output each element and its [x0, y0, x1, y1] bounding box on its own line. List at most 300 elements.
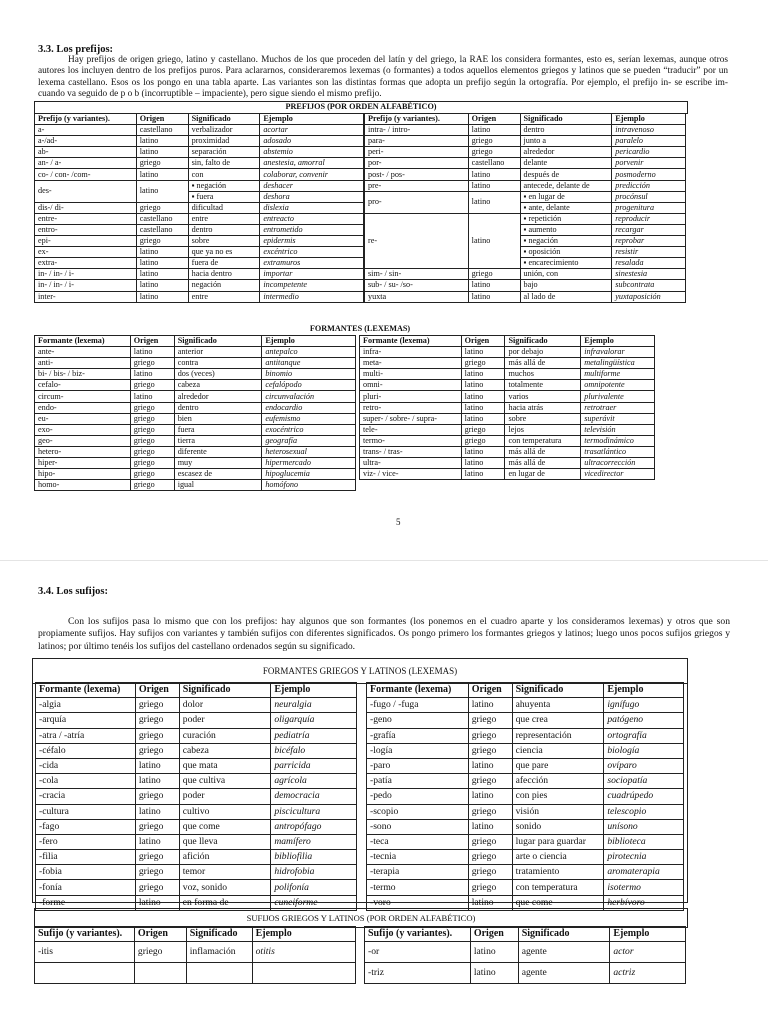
- term-cell: hetero-: [35, 446, 131, 457]
- term-cell: a-/ad-: [35, 136, 137, 147]
- term-cell: -fugo / -fuga: [367, 698, 469, 713]
- example-cell: geografía: [262, 435, 356, 446]
- origin-cell: griego: [468, 713, 512, 728]
- meaning-cell: dificultad: [188, 202, 260, 213]
- table-row: [365, 280, 686, 291]
- term-cell: -filia: [36, 850, 136, 865]
- origin-cell: griego: [135, 789, 179, 804]
- meaning-cell: dolor: [179, 698, 271, 713]
- term-cell: -logía: [367, 743, 469, 758]
- example-cell: subcontrata: [612, 280, 686, 291]
- example-cell: cuneiforme: [271, 895, 357, 910]
- table-row: [367, 698, 684, 713]
- meaning-cell: fuera de: [188, 258, 260, 269]
- term-cell: -forme: [36, 895, 136, 910]
- example-cell: reprobar: [612, 236, 686, 247]
- origin-cell: griego: [468, 865, 512, 880]
- example-cell: superávit: [581, 413, 655, 424]
- table-row: [36, 880, 357, 895]
- column-header-meaning: Significado: [174, 336, 262, 347]
- term-cell: -teca: [367, 834, 469, 849]
- meaning-cell: antecede, delante de: [520, 180, 612, 191]
- formantes-table-title: FORMANTES (LEXEMAS): [309, 324, 411, 333]
- meaning-cell: verbalizador: [188, 125, 260, 136]
- meaning-cell: delante: [520, 158, 612, 169]
- term-cell: entre-: [35, 213, 137, 224]
- term-cell: -triz: [365, 963, 471, 984]
- column-header-term: Sufijo (y variantes).: [35, 927, 135, 942]
- table-row: [36, 819, 357, 834]
- meaning-cell: más allá de: [505, 358, 581, 369]
- example-cell: mamífero: [271, 834, 357, 849]
- table-row: [36, 728, 357, 743]
- example-cell: ortografía: [604, 728, 684, 743]
- meaning-cell: entre: [188, 213, 260, 224]
- example-cell: omnipotente: [581, 380, 655, 391]
- example-cell: multiforme: [581, 369, 655, 380]
- meaning-cell: junto a: [520, 136, 612, 147]
- meaning-cell: en lugar de: [505, 469, 581, 480]
- origin-cell: griego: [135, 850, 179, 865]
- table-row: [360, 469, 655, 480]
- column-header-term: Formante (lexema): [36, 683, 136, 698]
- page-number: 5: [396, 517, 401, 527]
- example-cell: paralelo: [612, 136, 686, 147]
- origin-cell: griego: [135, 819, 179, 834]
- term-cell: re-: [365, 213, 469, 268]
- meaning-cell: afición: [179, 850, 271, 865]
- table-row: [36, 789, 357, 804]
- table-row: [367, 728, 684, 743]
- example-cell: aromaterapia: [604, 865, 684, 880]
- meaning-cell: lejos: [505, 424, 581, 435]
- table-row: [367, 819, 684, 834]
- column-header-term: Sufijo (y variantes).: [365, 927, 471, 942]
- table-row: [365, 147, 686, 158]
- table-header-row: [365, 114, 686, 125]
- table-row: [360, 402, 655, 413]
- meaning-cell: muy: [174, 458, 262, 469]
- term-cell: peri-: [365, 147, 469, 158]
- example-cell: posmoderno: [612, 169, 686, 180]
- origin-cell: castellano: [136, 125, 188, 136]
- term-cell: entro-: [35, 224, 137, 235]
- table-row: [35, 435, 356, 446]
- term-cell: -fero: [36, 834, 136, 849]
- meaning-cell: sobre: [505, 413, 581, 424]
- example-cell: antropófago: [271, 819, 357, 834]
- origin-cell: latino: [135, 895, 179, 910]
- origin-cell: latino: [136, 269, 188, 280]
- table-row: [35, 247, 364, 258]
- term-cell: des-: [35, 180, 137, 202]
- meaning-cell: ▪ aumento: [520, 224, 612, 235]
- column-header-example: Ejemplo: [610, 927, 686, 942]
- sufijos-intro-paragraph: Con los sufijos pasa lo mismo que con los prefijos: hay algunos que son formantes (los ponemos en el cuadro aparte y los consideramos lexemas) y otros que son propiamente sufijos. Hay sufijos con variantes y también sufijos con diferentes significados. Os pongo primero los formantes griegos y latinos; luego unos pocos sufijos griegos y latinos; por último tenéis los sufijos del castellano ordenados según su significado.: [38, 616, 730, 652]
- formantes-greco-latinos-title: FORMANTES GRIEGOS Y LATINOS (LEXEMAS): [32, 658, 688, 684]
- term-cell: -céfalo: [36, 743, 136, 758]
- origin-cell: griego: [461, 435, 505, 446]
- table-row: [36, 774, 357, 789]
- term-cell: post- / pos-: [365, 169, 469, 180]
- term-cell: ultra-: [360, 458, 462, 469]
- origin-cell: griego: [468, 834, 512, 849]
- example-cell: pericardio: [612, 147, 686, 158]
- example-cell: otitis: [252, 942, 355, 963]
- table-row: [365, 213, 686, 224]
- table-row: [365, 291, 686, 302]
- term-cell: ex-: [35, 247, 137, 258]
- table-row: [35, 269, 364, 280]
- column-header-origin: Origen: [468, 683, 512, 698]
- meaning-cell: dos (veces): [174, 369, 262, 380]
- example-cell: deshora: [260, 191, 364, 202]
- table-row: [35, 424, 356, 435]
- table-row: [367, 834, 684, 849]
- origin-cell: latino: [468, 698, 512, 713]
- table-row: [360, 413, 655, 424]
- term-cell: -pedo: [367, 789, 469, 804]
- table-row: [35, 224, 364, 235]
- term-cell: -scopio: [367, 804, 469, 819]
- origin-cell: griego: [468, 774, 512, 789]
- origin-cell: griego: [130, 446, 174, 457]
- example-cell: agrícola: [271, 774, 357, 789]
- example-cell: anestesia, amorral: [260, 158, 364, 169]
- term-cell: -cola: [36, 774, 136, 789]
- table-row: [36, 804, 357, 819]
- term-cell: homo-: [35, 480, 131, 491]
- column-header-origin: Origen: [135, 683, 179, 698]
- origin-cell: latino: [136, 169, 188, 180]
- table-row: [35, 291, 364, 302]
- origin-cell: griego: [135, 865, 179, 880]
- table-row: [367, 758, 684, 773]
- column-header-meaning: Significado: [518, 927, 610, 942]
- meaning-cell: [186, 963, 252, 984]
- table-row: [35, 213, 364, 224]
- table-row: [35, 942, 356, 963]
- table-row: [365, 180, 686, 191]
- example-cell: predicción: [612, 180, 686, 191]
- origin-cell: latino: [135, 774, 179, 789]
- term-cell: inter-: [35, 291, 137, 302]
- term-cell: super- / sobre- / supra-: [360, 413, 462, 424]
- example-cell: retrotraer: [581, 402, 655, 413]
- origin-cell: latino: [461, 380, 505, 391]
- table-row: [36, 850, 357, 865]
- example-cell: incompetente: [260, 280, 364, 291]
- meaning-cell: ▪ ante, delante: [520, 202, 612, 213]
- meaning-cell: cabeza: [174, 380, 262, 391]
- term-cell: an- / a-: [35, 158, 137, 169]
- term-cell: geo-: [35, 435, 131, 446]
- meaning-cell: muchos: [505, 369, 581, 380]
- example-cell: recargar: [612, 224, 686, 235]
- table-row: [35, 180, 364, 191]
- term-cell: -cida: [36, 758, 136, 773]
- section-heading-prefijos: 3.3. Los prefijos:: [38, 44, 114, 55]
- meaning-cell: separación: [188, 147, 260, 158]
- term-cell: intra- / intro-: [365, 125, 469, 136]
- example-cell: actriz: [610, 963, 686, 984]
- table-row: [360, 458, 655, 469]
- term-cell: -paro: [367, 758, 469, 773]
- term-cell: anti-: [35, 358, 131, 369]
- example-cell: bibliofilia: [271, 850, 357, 865]
- origin-cell: latino: [461, 369, 505, 380]
- column-header-origin: Origen: [468, 114, 520, 125]
- term-cell: pro-: [365, 191, 469, 213]
- prefijos-table-left: [34, 113, 364, 303]
- term-cell: -patía: [367, 774, 469, 789]
- meaning-cell: poder: [179, 713, 271, 728]
- example-cell: exocéntrico: [262, 424, 356, 435]
- origin-cell: griego: [468, 850, 512, 865]
- example-cell: piscicultura: [271, 804, 357, 819]
- example-cell: homófono: [262, 480, 356, 491]
- example-cell: deshacer: [260, 180, 364, 191]
- origin-cell: latino: [468, 125, 520, 136]
- table-row: [365, 169, 686, 180]
- example-cell: neuralgia: [271, 698, 357, 713]
- term-cell: -sono: [367, 819, 469, 834]
- example-cell: hipermercado: [262, 458, 356, 469]
- example-cell: acortar: [260, 125, 364, 136]
- origin-cell: latino: [468, 819, 512, 834]
- origin-cell: latino: [135, 834, 179, 849]
- column-header-example: Ejemplo: [262, 336, 356, 347]
- table-row: [36, 758, 357, 773]
- origin-cell: latino: [470, 942, 518, 963]
- example-cell: sociopatía: [604, 774, 684, 789]
- table-row: [35, 963, 356, 984]
- example-cell: metalingüística: [581, 358, 655, 369]
- table-row: [360, 435, 655, 446]
- example-cell: sinestesia: [612, 269, 686, 280]
- table-row: [367, 743, 684, 758]
- example-cell: dislexia: [260, 202, 364, 213]
- table-row: [365, 269, 686, 280]
- example-cell: excéntrico: [260, 247, 364, 258]
- meaning-cell: alrededor: [520, 147, 612, 158]
- formantes-table-right: [359, 335, 655, 480]
- example-cell: actor: [610, 942, 686, 963]
- meaning-cell: dentro: [188, 224, 260, 235]
- table-row: [35, 469, 356, 480]
- example-cell: televisión: [581, 424, 655, 435]
- table-row: [367, 804, 684, 819]
- meaning-cell: proximidad: [188, 136, 260, 147]
- table-row: [365, 191, 686, 202]
- table-row: [365, 136, 686, 147]
- table-header-row: [35, 114, 364, 125]
- meaning-cell: bien: [174, 413, 262, 424]
- term-cell: -cracia: [36, 789, 136, 804]
- example-cell: democracia: [271, 789, 357, 804]
- table-row: [35, 136, 364, 147]
- meaning-cell: que ya no es: [188, 247, 260, 258]
- table-row: [360, 424, 655, 435]
- term-cell: co- / con- /com-: [35, 169, 137, 180]
- example-cell: telescopio: [604, 804, 684, 819]
- example-cell: eufemismo: [262, 413, 356, 424]
- meaning-cell: totalmente: [505, 380, 581, 391]
- table-row: [367, 774, 684, 789]
- example-cell: oligarquía: [271, 713, 357, 728]
- table-row: [360, 369, 655, 380]
- term-cell: -fobia: [36, 865, 136, 880]
- origin-cell: griego: [461, 424, 505, 435]
- meaning-cell: ▪ oposición: [520, 247, 612, 258]
- table-row: [360, 391, 655, 402]
- column-header-example: Ejemplo: [612, 114, 686, 125]
- column-header-meaning: Significado: [188, 114, 260, 125]
- meaning-cell: al lado de: [520, 291, 612, 302]
- meaning-cell: con: [188, 169, 260, 180]
- meaning-cell: afección: [512, 774, 604, 789]
- example-cell: reproducir: [612, 213, 686, 224]
- example-cell: ignífugo: [604, 698, 684, 713]
- table-row: [35, 391, 356, 402]
- formantes-table-left: [34, 335, 356, 491]
- term-cell: [35, 963, 135, 984]
- term-cell: sim- / sin-: [365, 269, 469, 280]
- example-cell: antitanque: [262, 358, 356, 369]
- meaning-cell: diferente: [174, 446, 262, 457]
- table-header-row: [365, 927, 686, 942]
- origin-cell: griego: [130, 424, 174, 435]
- origin-cell: latino: [461, 402, 505, 413]
- table-row: [35, 446, 356, 457]
- example-cell: patógeno: [604, 713, 684, 728]
- table-row: [35, 169, 364, 180]
- term-cell: -termo: [367, 880, 469, 895]
- origin-cell: griego: [130, 402, 174, 413]
- example-cell: resalada: [612, 258, 686, 269]
- column-header-meaning: Significado: [179, 683, 271, 698]
- meaning-cell: poder: [179, 789, 271, 804]
- table-row: [35, 202, 364, 213]
- meaning-cell: ahuyenta: [512, 698, 604, 713]
- origin-cell: [134, 963, 186, 984]
- sufijos-table-title: SUFIJOS GRIEGOS Y LATINOS (POR ORDEN ALFABÉTICO): [34, 908, 688, 928]
- table-row: [35, 413, 356, 424]
- example-cell: importar: [260, 269, 364, 280]
- example-cell: yuxtaposición: [612, 291, 686, 302]
- meaning-cell: sin, falto de: [188, 158, 260, 169]
- origin-cell: latino: [130, 369, 174, 380]
- meaning-cell: tierra: [174, 435, 262, 446]
- table-row: [35, 236, 364, 247]
- origin-cell: griego: [468, 136, 520, 147]
- meaning-cell: voz, sonido: [179, 880, 271, 895]
- meaning-cell: representación: [512, 728, 604, 743]
- term-cell: yuxta: [365, 291, 469, 302]
- origin-cell: griego: [468, 269, 520, 280]
- example-cell: heterosexual: [262, 446, 356, 457]
- meaning-cell: arte o ciencia: [512, 850, 604, 865]
- term-cell: -cultura: [36, 804, 136, 819]
- column-header-meaning: Significado: [505, 336, 581, 347]
- example-cell: bicéfalo: [271, 743, 357, 758]
- term-cell: -arquía: [36, 713, 136, 728]
- example-cell: ovíparo: [604, 758, 684, 773]
- meaning-cell: fuera: [174, 424, 262, 435]
- term-cell: -geno: [367, 713, 469, 728]
- meaning-cell: hacia dentro: [188, 269, 260, 280]
- meaning-cell: negación: [188, 280, 260, 291]
- origin-cell: castellano: [468, 158, 520, 169]
- meaning-cell: ciencia: [512, 743, 604, 758]
- origin-cell: griego: [135, 728, 179, 743]
- column-header-example: Ejemplo: [271, 683, 357, 698]
- table-row: [35, 280, 364, 291]
- table-row: [36, 743, 357, 758]
- example-cell: hidrofobia: [271, 865, 357, 880]
- term-cell: omni-: [360, 380, 462, 391]
- column-header-meaning: Significado: [512, 683, 604, 698]
- meaning-cell: agente: [518, 963, 610, 984]
- table-header-row: [35, 927, 356, 942]
- table-row: [36, 698, 357, 713]
- example-cell: colaborar, convenir: [260, 169, 364, 180]
- origin-cell: griego: [130, 435, 174, 446]
- term-cell: -terapia: [367, 865, 469, 880]
- term-cell: tele-: [360, 424, 462, 435]
- origin-cell: latino: [461, 413, 505, 424]
- meaning-cell: con pies: [512, 789, 604, 804]
- origin-cell: latino: [136, 247, 188, 258]
- example-cell: abstemio: [260, 147, 364, 158]
- term-cell: trans- / tras-: [360, 446, 462, 457]
- example-cell: porvenir: [612, 158, 686, 169]
- origin-cell: latino: [130, 347, 174, 358]
- column-header-meaning: Significado: [186, 927, 252, 942]
- term-cell: -fonía: [36, 880, 136, 895]
- example-cell: extramuros: [260, 258, 364, 269]
- meaning-cell: entre: [188, 291, 260, 302]
- meaning-cell: sonido: [512, 819, 604, 834]
- origin-cell: griego: [136, 158, 188, 169]
- example-cell: isotermo: [604, 880, 684, 895]
- term-cell: ab-: [35, 147, 137, 158]
- origin-cell: latino: [461, 469, 505, 480]
- example-cell: entreacto: [260, 213, 364, 224]
- origin-cell: griego: [468, 147, 520, 158]
- example-cell: vicedirector: [581, 469, 655, 480]
- column-header-meaning: Significado: [520, 114, 612, 125]
- term-cell: exo-: [35, 424, 131, 435]
- table-row: [35, 402, 356, 413]
- origin-cell: griego: [136, 202, 188, 213]
- origin-cell: latino: [468, 895, 512, 910]
- term-cell: -grafía: [367, 728, 469, 743]
- column-header-origin: Origen: [136, 114, 188, 125]
- meaning-cell: hacia atrás: [505, 402, 581, 413]
- column-header-term: Prefijo (y variantes).: [365, 114, 469, 125]
- column-header-origin: Origen: [470, 927, 518, 942]
- origin-cell: latino: [461, 347, 505, 358]
- column-header-term: Formante (lexema): [367, 683, 469, 698]
- origin-cell: latino: [468, 789, 512, 804]
- example-cell: cefalópodo: [262, 380, 356, 391]
- origin-cell: griego: [130, 469, 174, 480]
- meaning-cell: unión, con: [520, 269, 612, 280]
- origin-cell: latino: [130, 391, 174, 402]
- origin-cell: latino: [461, 446, 505, 457]
- meaning-cell: contra: [174, 358, 262, 369]
